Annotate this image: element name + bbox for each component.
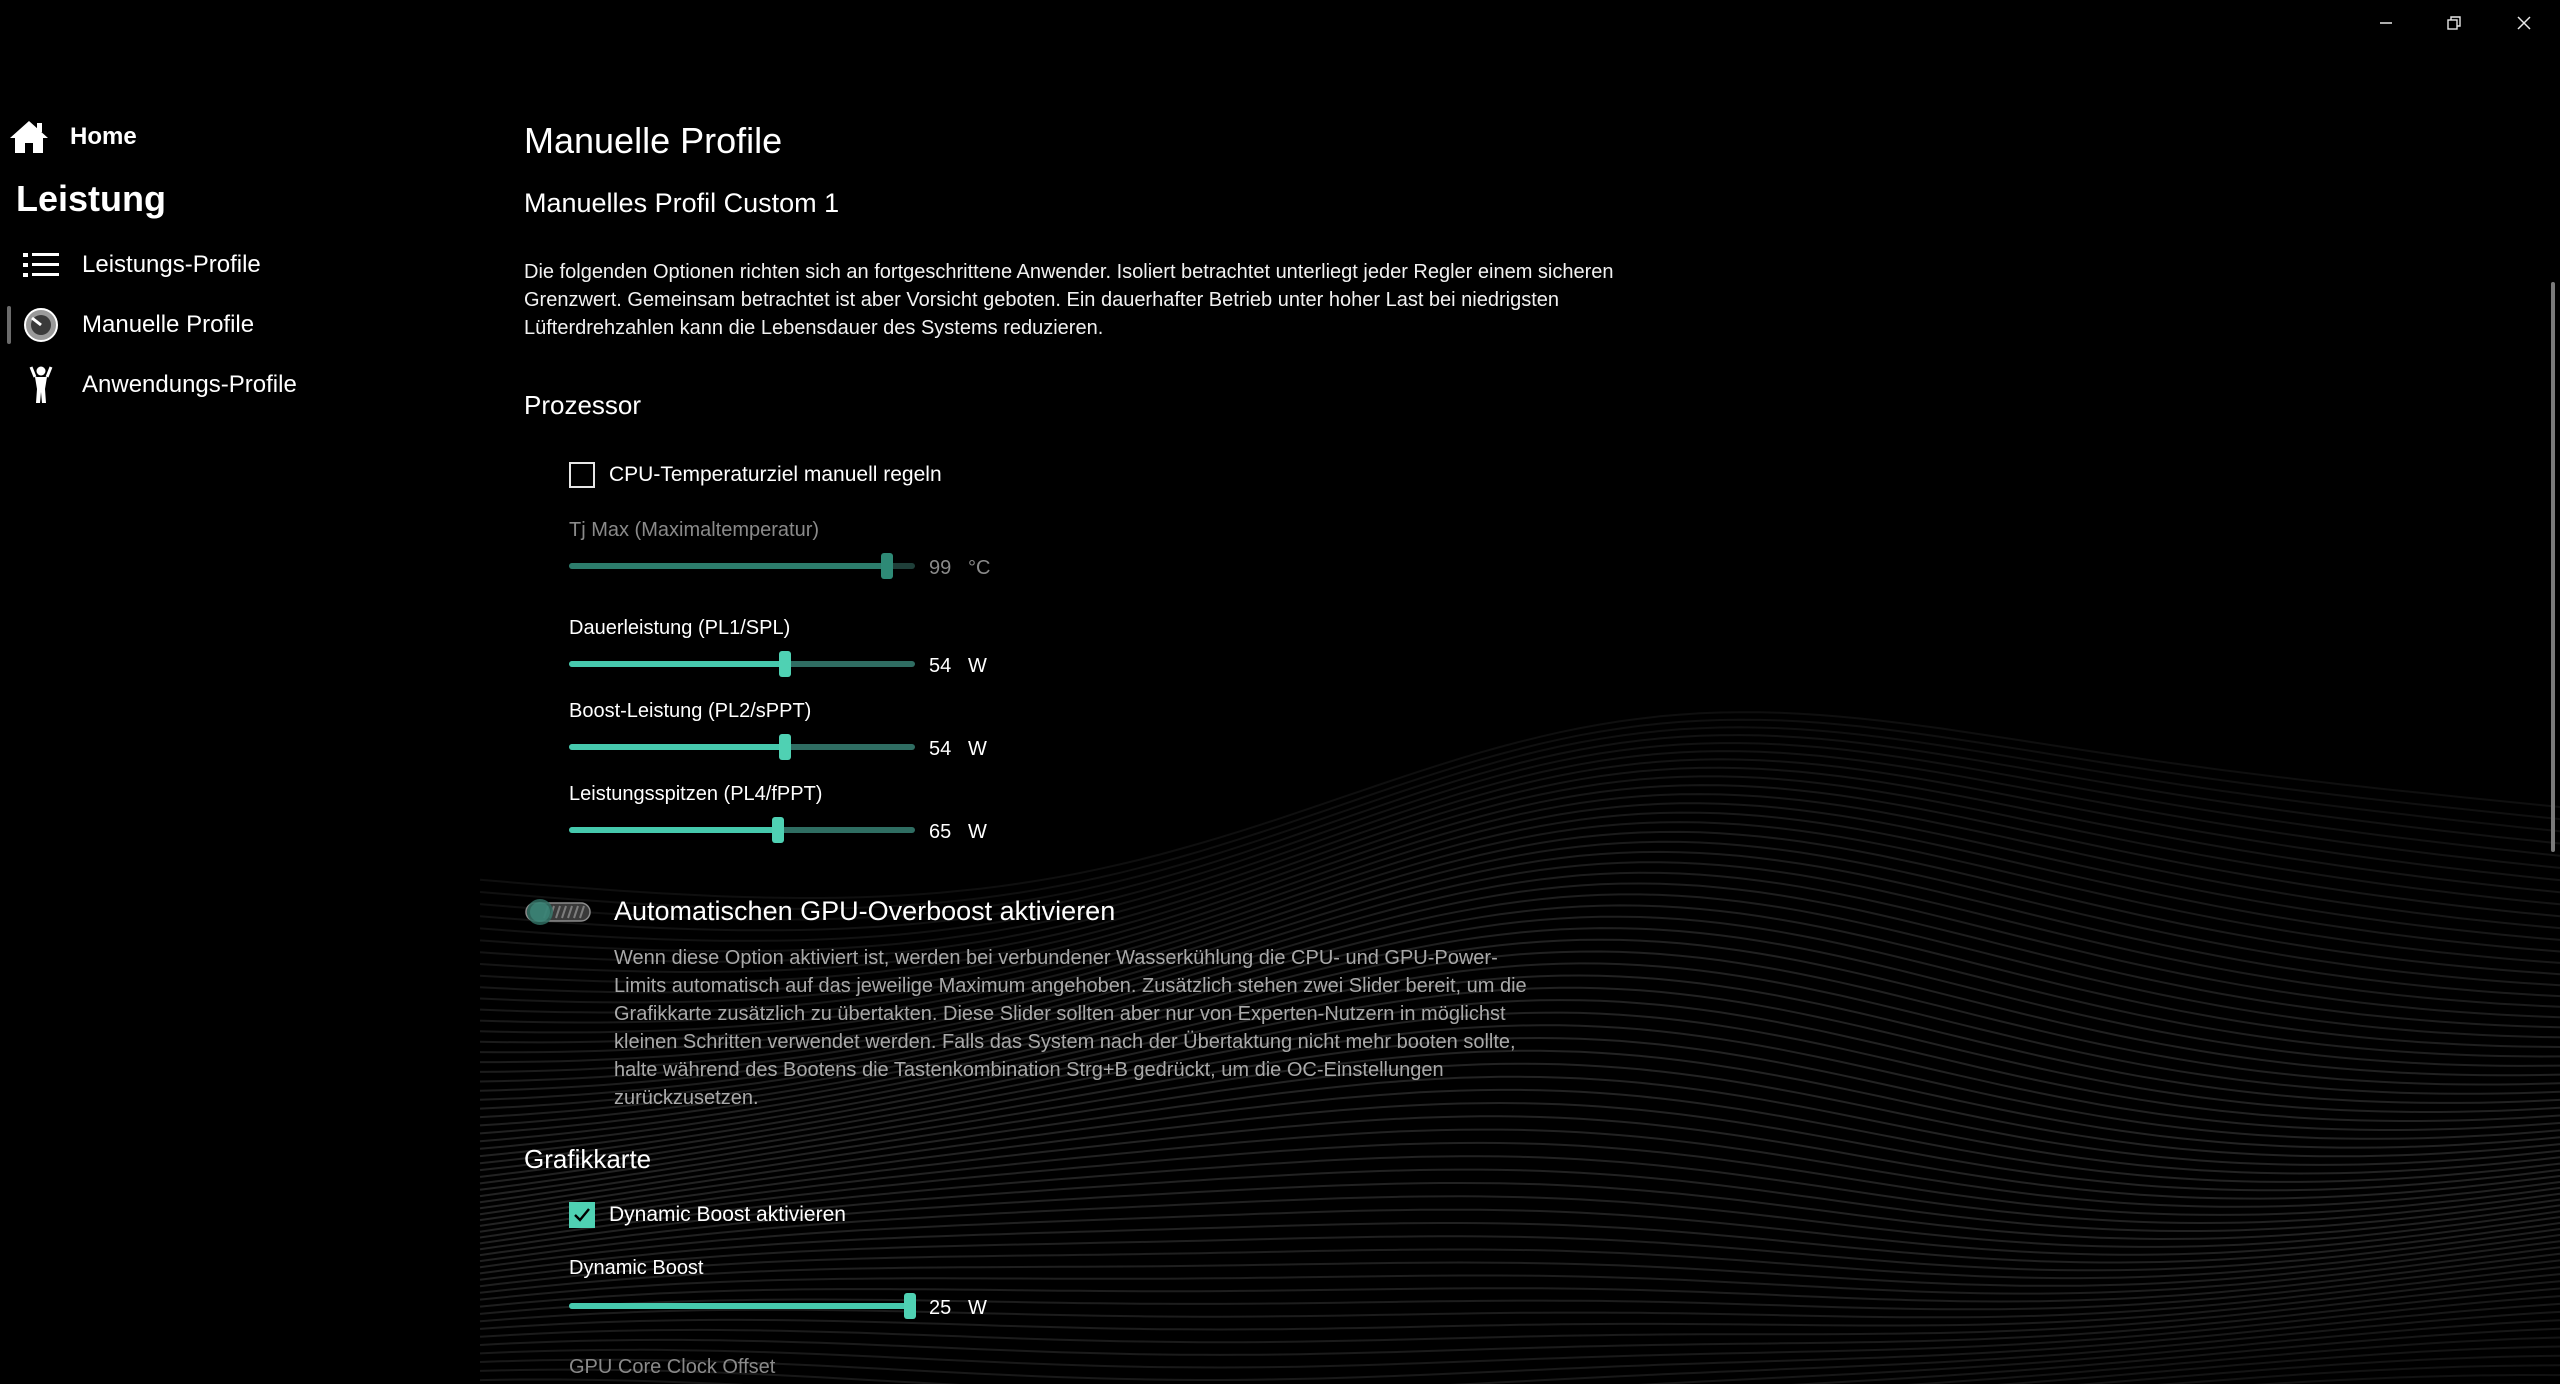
background-wave-line bbox=[480, 1156, 2560, 1243]
gauge-icon bbox=[18, 302, 64, 348]
background-wave-line bbox=[480, 1320, 2560, 1384]
background-wave-line bbox=[480, 727, 2560, 919]
background-wave-line bbox=[480, 1329, 2560, 1384]
profile-title: Manuelles Profil Custom 1 bbox=[524, 188, 840, 218]
sidebar-item-leistungs-profile[interactable] bbox=[18, 242, 261, 288]
pl4-slider-thumb[interactable] bbox=[772, 817, 784, 843]
pl4-label: Leistungsspitzen (PL4/fPPT) bbox=[569, 783, 823, 805]
background-wave-line bbox=[480, 1356, 2560, 1384]
pl2-value: 54 bbox=[929, 738, 952, 760]
background-wave-line bbox=[480, 1274, 2560, 1329]
sidebar-home[interactable] bbox=[6, 114, 137, 160]
sidebar-item-label: Manuelle Profile bbox=[82, 311, 255, 338]
person-icon bbox=[18, 362, 64, 408]
background-wave-line bbox=[480, 1338, 2560, 1384]
sidebar-active-indicator bbox=[7, 306, 11, 344]
pl2-slider[interactable] bbox=[569, 744, 915, 750]
dynamic-boost-slider-thumb[interactable] bbox=[904, 1293, 916, 1319]
toggle-switch-icon bbox=[524, 897, 594, 927]
background-wave-line bbox=[480, 1281, 2560, 1342]
cpu-temp-checkbox-row[interactable] bbox=[569, 462, 942, 488]
pl1-unit: W bbox=[968, 655, 987, 677]
minimize-button[interactable] bbox=[2352, 0, 2420, 46]
gpu-heading: Grafikkarte bbox=[524, 1144, 652, 1174]
tjmax-slider[interactable] bbox=[569, 563, 915, 569]
dynamic-boost-value: 25 bbox=[929, 1297, 952, 1319]
pl2-unit: W bbox=[968, 738, 987, 760]
sidebar-home-label: Home bbox=[70, 123, 137, 150]
checkmark-icon bbox=[572, 1205, 592, 1225]
pl4-slider[interactable] bbox=[569, 827, 915, 833]
cpu-temp-checkbox-label: CPU-Temperaturziel manuell regeln bbox=[609, 463, 942, 486]
page-title: Manuelle Profile bbox=[524, 120, 783, 161]
background-wave-line bbox=[480, 1304, 2560, 1380]
background-wave-line bbox=[480, 1267, 2560, 1321]
sidebar-section-title: Leistung bbox=[16, 178, 166, 219]
sidebar-item-manuelle-profile[interactable] bbox=[18, 302, 254, 348]
background-wave-line bbox=[480, 1223, 2560, 1273]
close-icon bbox=[2516, 15, 2532, 31]
overboost-title: Automatischen GPU-Overboost aktivieren bbox=[614, 896, 1116, 926]
pl2-slider-fill bbox=[569, 744, 785, 750]
dynamic-boost-checkbox-label: Dynamic Boost aktivieren bbox=[609, 1203, 846, 1226]
dynamic-boost-slider[interactable] bbox=[569, 1303, 915, 1309]
dynamic-boost-checkbox-row[interactable] bbox=[569, 1202, 846, 1228]
background-wave-line bbox=[480, 1247, 2560, 1299]
tjmax-unit: °C bbox=[968, 557, 991, 579]
pl2-label: Boost-Leistung (PL2/sPPT) bbox=[569, 700, 812, 722]
processor-heading: Prozessor bbox=[524, 390, 642, 420]
minimize-icon bbox=[2378, 15, 2394, 31]
background-wave-line bbox=[480, 1375, 2560, 1384]
background-wave-line bbox=[480, 1347, 2560, 1384]
background-wave-line bbox=[480, 1254, 2560, 1307]
pl4-slider-fill bbox=[569, 827, 778, 833]
cpu-temp-checkbox[interactable] bbox=[569, 462, 595, 488]
pl2-slider-thumb[interactable] bbox=[779, 734, 791, 760]
sidebar-item-anwendungs-profile[interactable] bbox=[18, 362, 297, 408]
pl1-slider-thumb[interactable] bbox=[779, 651, 791, 677]
intro-text: Die folgenden Optionen richten sich an fortgeschrittene Anwender. Isoliert betrachtet unterliegt jeder Regler einem sicheren Grenzwert. Gemeinsam betrachtet ist aber Vorsicht geboten. Ein dauerhafter Betrieb unter hoher Last bei niedrigsten Lüfterdrehzahlen kann die Lebensdauer des Systems reduzieren. bbox=[524, 261, 1614, 339]
home-icon bbox=[6, 114, 52, 160]
list-icon bbox=[18, 242, 64, 288]
background-wave-line bbox=[480, 1289, 2560, 1355]
background-wave-line bbox=[480, 1229, 2560, 1280]
pl1-label: Dauerleistung (PL1/SPL) bbox=[569, 617, 791, 639]
pl1-slider[interactable] bbox=[569, 661, 915, 667]
dynamic-boost-label: Dynamic Boost bbox=[569, 1257, 704, 1279]
background-wave-line bbox=[480, 1365, 2560, 1384]
pl1-slider-fill bbox=[569, 661, 785, 667]
restore-button[interactable] bbox=[2420, 0, 2488, 46]
gpu-core-clock-label: GPU Core Clock Offset bbox=[569, 1356, 776, 1378]
background-wave-line bbox=[480, 1312, 2560, 1384]
sidebar-item-label: Leistungs-Profile bbox=[82, 251, 261, 278]
dynamic-boost-slider-fill bbox=[569, 1303, 910, 1309]
restore-icon bbox=[2446, 15, 2462, 31]
tjmax-value: 99 bbox=[929, 557, 952, 579]
tjmax-slider-thumb[interactable] bbox=[881, 553, 893, 579]
pl4-value: 65 bbox=[929, 821, 952, 843]
overboost-description: Wenn diese Option aktiviert ist, werden bei verbundener Wasserkühlung die CPU- und GPU-Power-Limits automatisch auf das jeweilige Maximum angehoben. Zusätzlich stehen zwei Slider bereit, um die Grafikkarte zusätzlich zu übertakten. Diese Slider sollten aber nur von Experten-Nutzern in möglichst kleinen Schritten verwendet werden. Falls das System nach der Übertaktung nicht mehr booten sollte, halte während des Bootens die Tastenkombination Strg+B gedrückt, um die OC-Einstellungen zurückzusetzen. bbox=[614, 947, 1527, 1109]
tjmax-label: Tj Max (Maximaltemperatur) bbox=[569, 519, 820, 541]
vertical-scrollbar[interactable] bbox=[2551, 282, 2555, 852]
tjmax-slider-fill bbox=[569, 563, 887, 569]
pl4-unit: W bbox=[968, 821, 987, 843]
sidebar-item-label: Anwendungs-Profile bbox=[82, 371, 297, 398]
background-wave-line bbox=[480, 1235, 2560, 1286]
dynamic-boost-unit: W bbox=[968, 1297, 987, 1319]
dynamic-boost-checkbox[interactable] bbox=[569, 1202, 595, 1228]
gpu-overboost-toggle[interactable] bbox=[524, 897, 594, 927]
pl1-value: 54 bbox=[929, 655, 952, 677]
background-wave-line bbox=[480, 1241, 2560, 1293]
close-button[interactable] bbox=[2490, 0, 2558, 46]
